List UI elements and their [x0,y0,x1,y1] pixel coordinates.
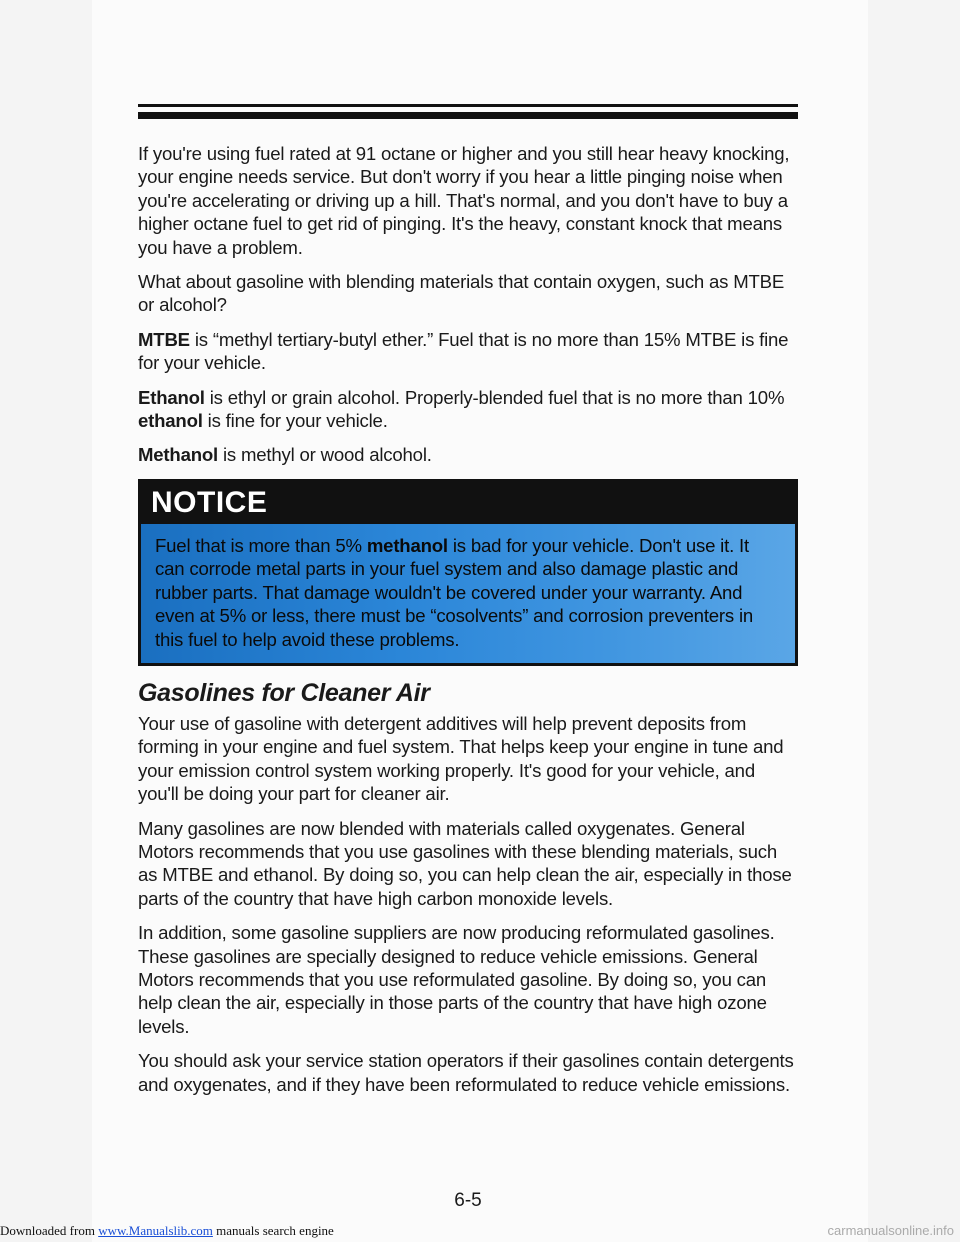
header-rule-thick [138,112,798,119]
paragraph-mtbe [138,328,798,375]
page-content [138,142,798,1107]
section-title: Gasolines for Cleaner Air [138,678,430,707]
credit-prefix: Downloaded from [0,1223,99,1238]
mtbe-definition: is “methyl tertiary-butyl ether.” Fuel that is no more than 15% MTBE is fine for your vehicle. [138,328,789,374]
notice-body [141,524,795,663]
term-methanol: Methanol [138,444,219,466]
notice-heading: NOTICE [141,482,795,524]
notice-text-end: is bad for your vehicle. Don't use it. It can corrode metal parts in your fuel system and also damage plastic and rubber parts. That damage wouldn't be covered under your warranty. And even at 5% or less, there must be “cosolvents” and corrosion preventers in this fuel to help avoid these problems. [155,534,754,650]
paragraph-detergent: Your use of gasoline with detergent additives will help prevent deposits from forming in your engine and fuel system. That helps keep your engine in tune and your emission control system working properly. It's good for your vehicle, and you'll be doing your part for cleaner air. [138,712,784,805]
paragraph-oxygenates: Many gasolines are now blended with materials called oxygenates. General Motors recommends that you use gasolines with these blending materials, such as MTBE and ethanol. By doing so, you can help clean the air, especially in those parts of the country that have high carbon monoxide levels. [138,817,792,909]
paragraph-knocking: If you're using fuel rated at 91 octane or higher and you still hear heavy knocking, your engine needs service. But don't worry if you hear a little pinging noise when you're accelerating or driving up a hill. That's normal, and you don't have to buy a higher octane fuel to get rid of pinging. It's the heavy, constant knock that means you have a problem. [138,143,790,258]
footer-bar [0,1220,960,1242]
ethanol-definition-end: is fine for your vehicle. [202,410,388,432]
watermark-text: carmanualsonline.info [827,1223,954,1238]
page-number: 6-5 [454,1190,482,1211]
manualslib-link[interactable]: www.Manualslib.com [98,1223,213,1238]
paragraph-blending-question: What about gasoline with blending materials that contain oxygen, such as MTBE or alcohol? [138,271,785,316]
term-ethanol: Ethanol [138,386,205,408]
methanol-definition: is methyl or wood alcohol. [218,444,432,466]
paragraph-reformulated: In addition, some gasoline suppliers are now producing reformulated gasolines. These gasolines are specially designed to reduce vehicle emissions. General Motors recommends that you use reformulated gasoline. By doing so, you can help clean the air, especially in those parts of the country that have high ozone levels. [138,922,775,1037]
term-ethanol-inline: ethanol [138,410,203,432]
paragraph-methanol [138,443,798,466]
term-mtbe: MTBE [138,328,190,350]
ethanol-definition: is ethyl or grain alcohol. Properly-blended fuel that is no more than 10% [204,386,785,408]
notice-text-start: Fuel that is more than 5% [155,534,367,556]
notice-term-methanol: methanol [366,534,448,556]
download-credit [0,1220,334,1242]
header-rule-thin [138,104,798,107]
paragraph-ethanol [138,386,798,433]
paragraph-ask-station: You should ask your service station operators if their gasolines contain detergents and oxygenates, and if they have been reformulated to reduce vehicle emissions. [138,1050,794,1095]
notice-box [138,479,798,666]
credit-suffix: manuals search engine [212,1223,334,1238]
